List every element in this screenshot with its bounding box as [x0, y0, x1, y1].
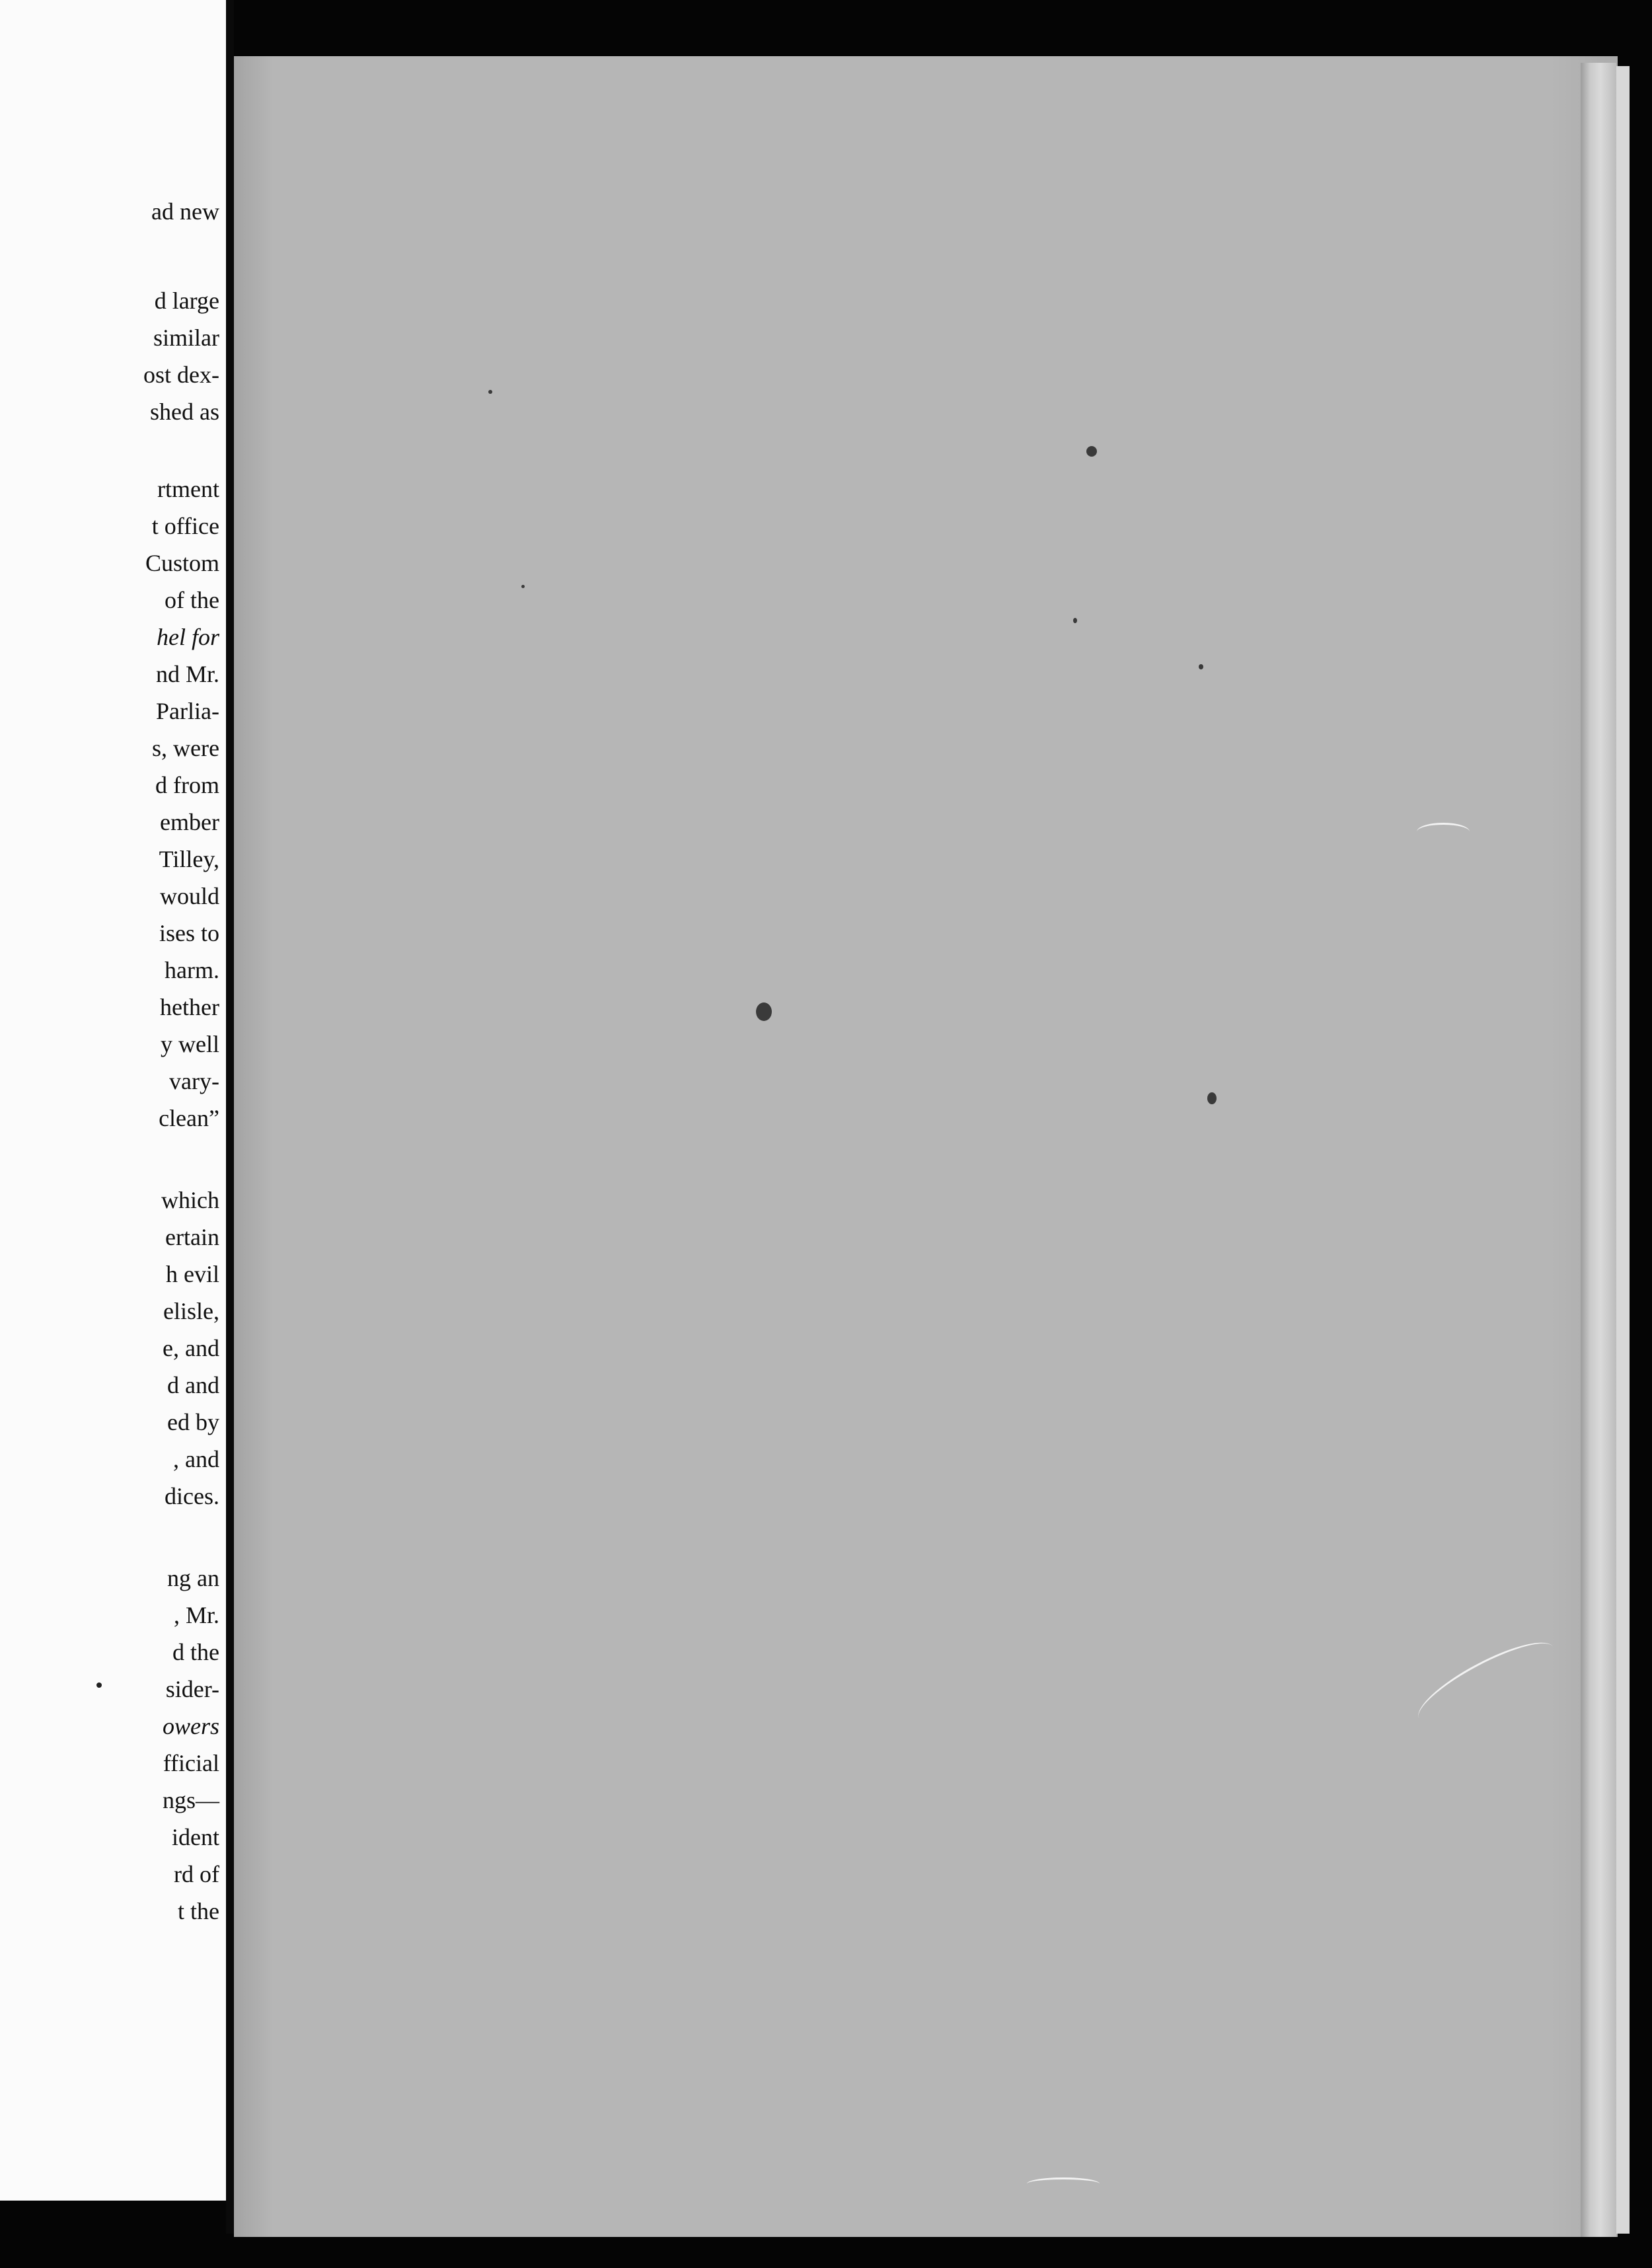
text-line: h evil [166, 1261, 219, 1287]
text-line: elisle, [163, 1298, 219, 1324]
paper-scratch [1027, 2177, 1100, 2190]
text-line: e, and [163, 1335, 219, 1361]
paper-speck [1207, 1092, 1217, 1104]
text-line: which [161, 1187, 219, 1213]
text-line: t the [178, 1898, 219, 1924]
text-line: ost dex- [143, 361, 219, 388]
text-line: ident [172, 1824, 219, 1850]
text-line: Tilley, [159, 846, 219, 872]
text-line: Parlia- [156, 698, 219, 724]
margin-speck [96, 1682, 102, 1688]
text-line: of the [165, 587, 219, 613]
text-line: s, were [152, 735, 219, 761]
text-line: fficial [163, 1750, 219, 1776]
paper-speck [756, 1002, 772, 1021]
text-line: d the [172, 1639, 219, 1665]
text-line: would [160, 883, 219, 909]
text-line: vary- [169, 1068, 219, 1094]
text-line: ngs— [162, 1787, 219, 1813]
text-line: y well [161, 1031, 219, 1057]
paper-speck [488, 390, 492, 394]
paper-speck [1199, 664, 1203, 669]
book-gutter [226, 0, 234, 2234]
text-line: hether [160, 994, 219, 1020]
text-line: harm. [165, 957, 219, 983]
page-edge-stack [1581, 63, 1616, 2237]
text-line: ad new [151, 198, 219, 225]
text-line: t office [151, 513, 219, 539]
paper-speck [1073, 618, 1077, 623]
text-line: hel for [157, 624, 219, 650]
left-page-fragment [0, 0, 226, 2201]
text-line: Custom [145, 550, 219, 576]
text-line: similar [153, 324, 219, 351]
text-line: sider- [165, 1676, 219, 1702]
text-line: ng an [167, 1565, 219, 1591]
paper-scratch [1417, 823, 1470, 841]
text-line: ember [160, 809, 219, 835]
text-line: rd of [174, 1861, 219, 1887]
page-shading [234, 56, 1618, 2237]
text-line: owers [162, 1713, 219, 1739]
text-line: d large [154, 287, 219, 314]
page-text-column [0, 0, 219, 1924]
text-line: ises to [159, 920, 219, 946]
blank-endpaper [234, 56, 1618, 2237]
text-line: nd Mr. [155, 661, 219, 687]
text-line: d and [167, 1372, 219, 1398]
text-line: ertain [165, 1224, 219, 1250]
text-line: rtment [157, 476, 219, 502]
paper-speck [1086, 446, 1097, 457]
text-line: shed as [150, 398, 219, 425]
outer-page-edge [1616, 66, 1630, 2234]
text-line: d from [155, 772, 219, 798]
text-line: dices. [165, 1483, 219, 1509]
paper-speck [521, 585, 525, 588]
text-line: , and [173, 1446, 219, 1472]
text-line: , Mr. [173, 1602, 219, 1628]
text-line: clean” [159, 1105, 219, 1131]
text-line: ed by [167, 1409, 219, 1435]
